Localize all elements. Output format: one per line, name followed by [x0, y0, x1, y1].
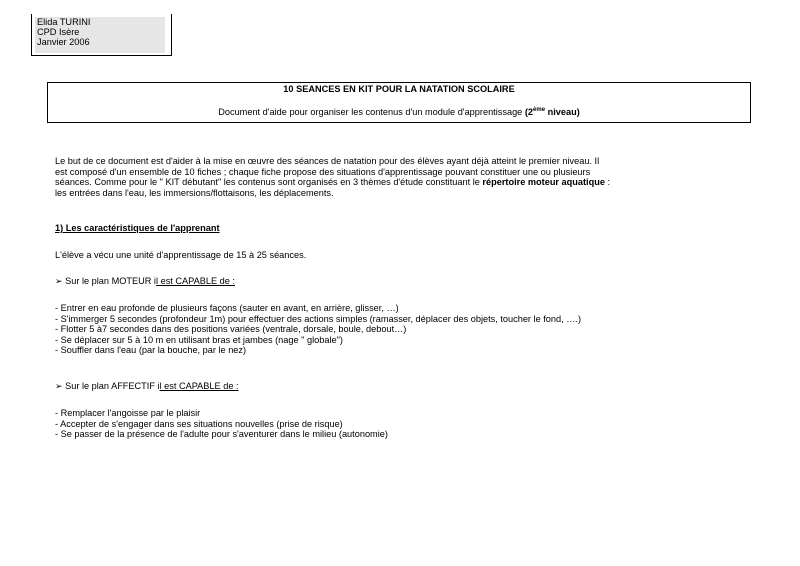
affectif-heading-text: Sur le plan AFFECTIF i	[62, 381, 160, 391]
list-item: - Entrer en eau profonde de plusieurs façons (sauter en avant, en arrière, glisser, …)	[55, 303, 399, 313]
intro-emphasis: répertoire moteur aquatique	[482, 177, 605, 188]
arrow-bullet-icon: ➢	[55, 381, 63, 391]
subtitle-level-close: niveau)	[545, 106, 580, 117]
affectif-heading	[55, 381, 755, 392]
subtitle-level-open: (2	[524, 106, 534, 117]
subtitle-text: Document d'aide pour organiser les contenus d'un module d'apprentissage	[218, 106, 525, 117]
intro-line: les entrées dans l'eau, les immersions/flottaisons, les déplacements.	[55, 187, 334, 198]
moteur-list	[55, 303, 755, 356]
moteur-heading-underlined: l est CAPABLE de :	[155, 276, 235, 286]
document-title: 10 SEANCES EN KIT POUR LA NATATION SCOLAIRE	[283, 84, 515, 94]
subtitle-level-sup: ème	[533, 106, 546, 113]
affectif-list	[55, 408, 755, 440]
list-item: - S'immerger 5 secondes (profondeur 1m) pour effectuer des actions simples (ramasser, déplacer des objets, toucher le fond, ….)	[55, 313, 582, 324]
author-box	[31, 14, 172, 56]
subtitle-level	[525, 107, 580, 117]
list-item: - Se passer de la présence de l'adulte pour s'aventurer dans le milieu (autonomie)	[55, 429, 388, 440]
moteur-heading-text: Sur le plan MOTEUR i	[62, 276, 156, 286]
list-item: - Souffler dans l'eau (par la bouche, par le nez)	[55, 345, 247, 356]
list-item: - Se déplacer sur 5 à 10 m en utilisant bras et jambes (nage " globale")	[55, 334, 343, 345]
moteur-heading	[55, 276, 755, 287]
list-item: - Accepter de s'engager dans ses situations nouvelles (prise de risque)	[55, 418, 343, 429]
title-box	[47, 82, 751, 123]
intro-line: est composé d'un ensemble de 10 fiches ; chaque fiche propose des situations d'apprentissage pouvant constituer une ou plusieurs	[55, 166, 591, 177]
list-item: - Remplacer l'angoisse par le plaisir	[55, 408, 201, 418]
author-org: CPD Isère	[37, 27, 80, 37]
section-text: L'élève a vécu une unité d'apprentissage de 15 à 25 séances.	[55, 250, 307, 260]
intro-text-end: :	[604, 177, 611, 188]
author-date: Janvier 2006	[37, 37, 90, 47]
intro-line	[55, 177, 755, 188]
intro-text: séances. Comme pour le " KIT débutant" les contenus sont organisés en 3 thèmes d'étude constituant le	[55, 177, 483, 188]
list-item: - Flotter 5 à7 secondes dans des positions variées (ventrale, dorsale, boule, debout…)	[55, 324, 407, 335]
affectif-heading-underlined: l est CAPABLE de :	[159, 381, 239, 391]
intro-paragraph	[55, 156, 755, 198]
intro-line: Le but de ce document est d'aider à la mise en œuvre des séances de natation pour des élèves ayant déjà atteint le premier niveau. Il	[55, 156, 600, 166]
author-name: Elida TURINI	[37, 17, 91, 27]
document-subtitle	[48, 107, 750, 118]
arrow-bullet-icon: ➢	[55, 276, 63, 286]
section-heading: 1) Les caractéristiques de l'apprenant	[55, 223, 220, 233]
